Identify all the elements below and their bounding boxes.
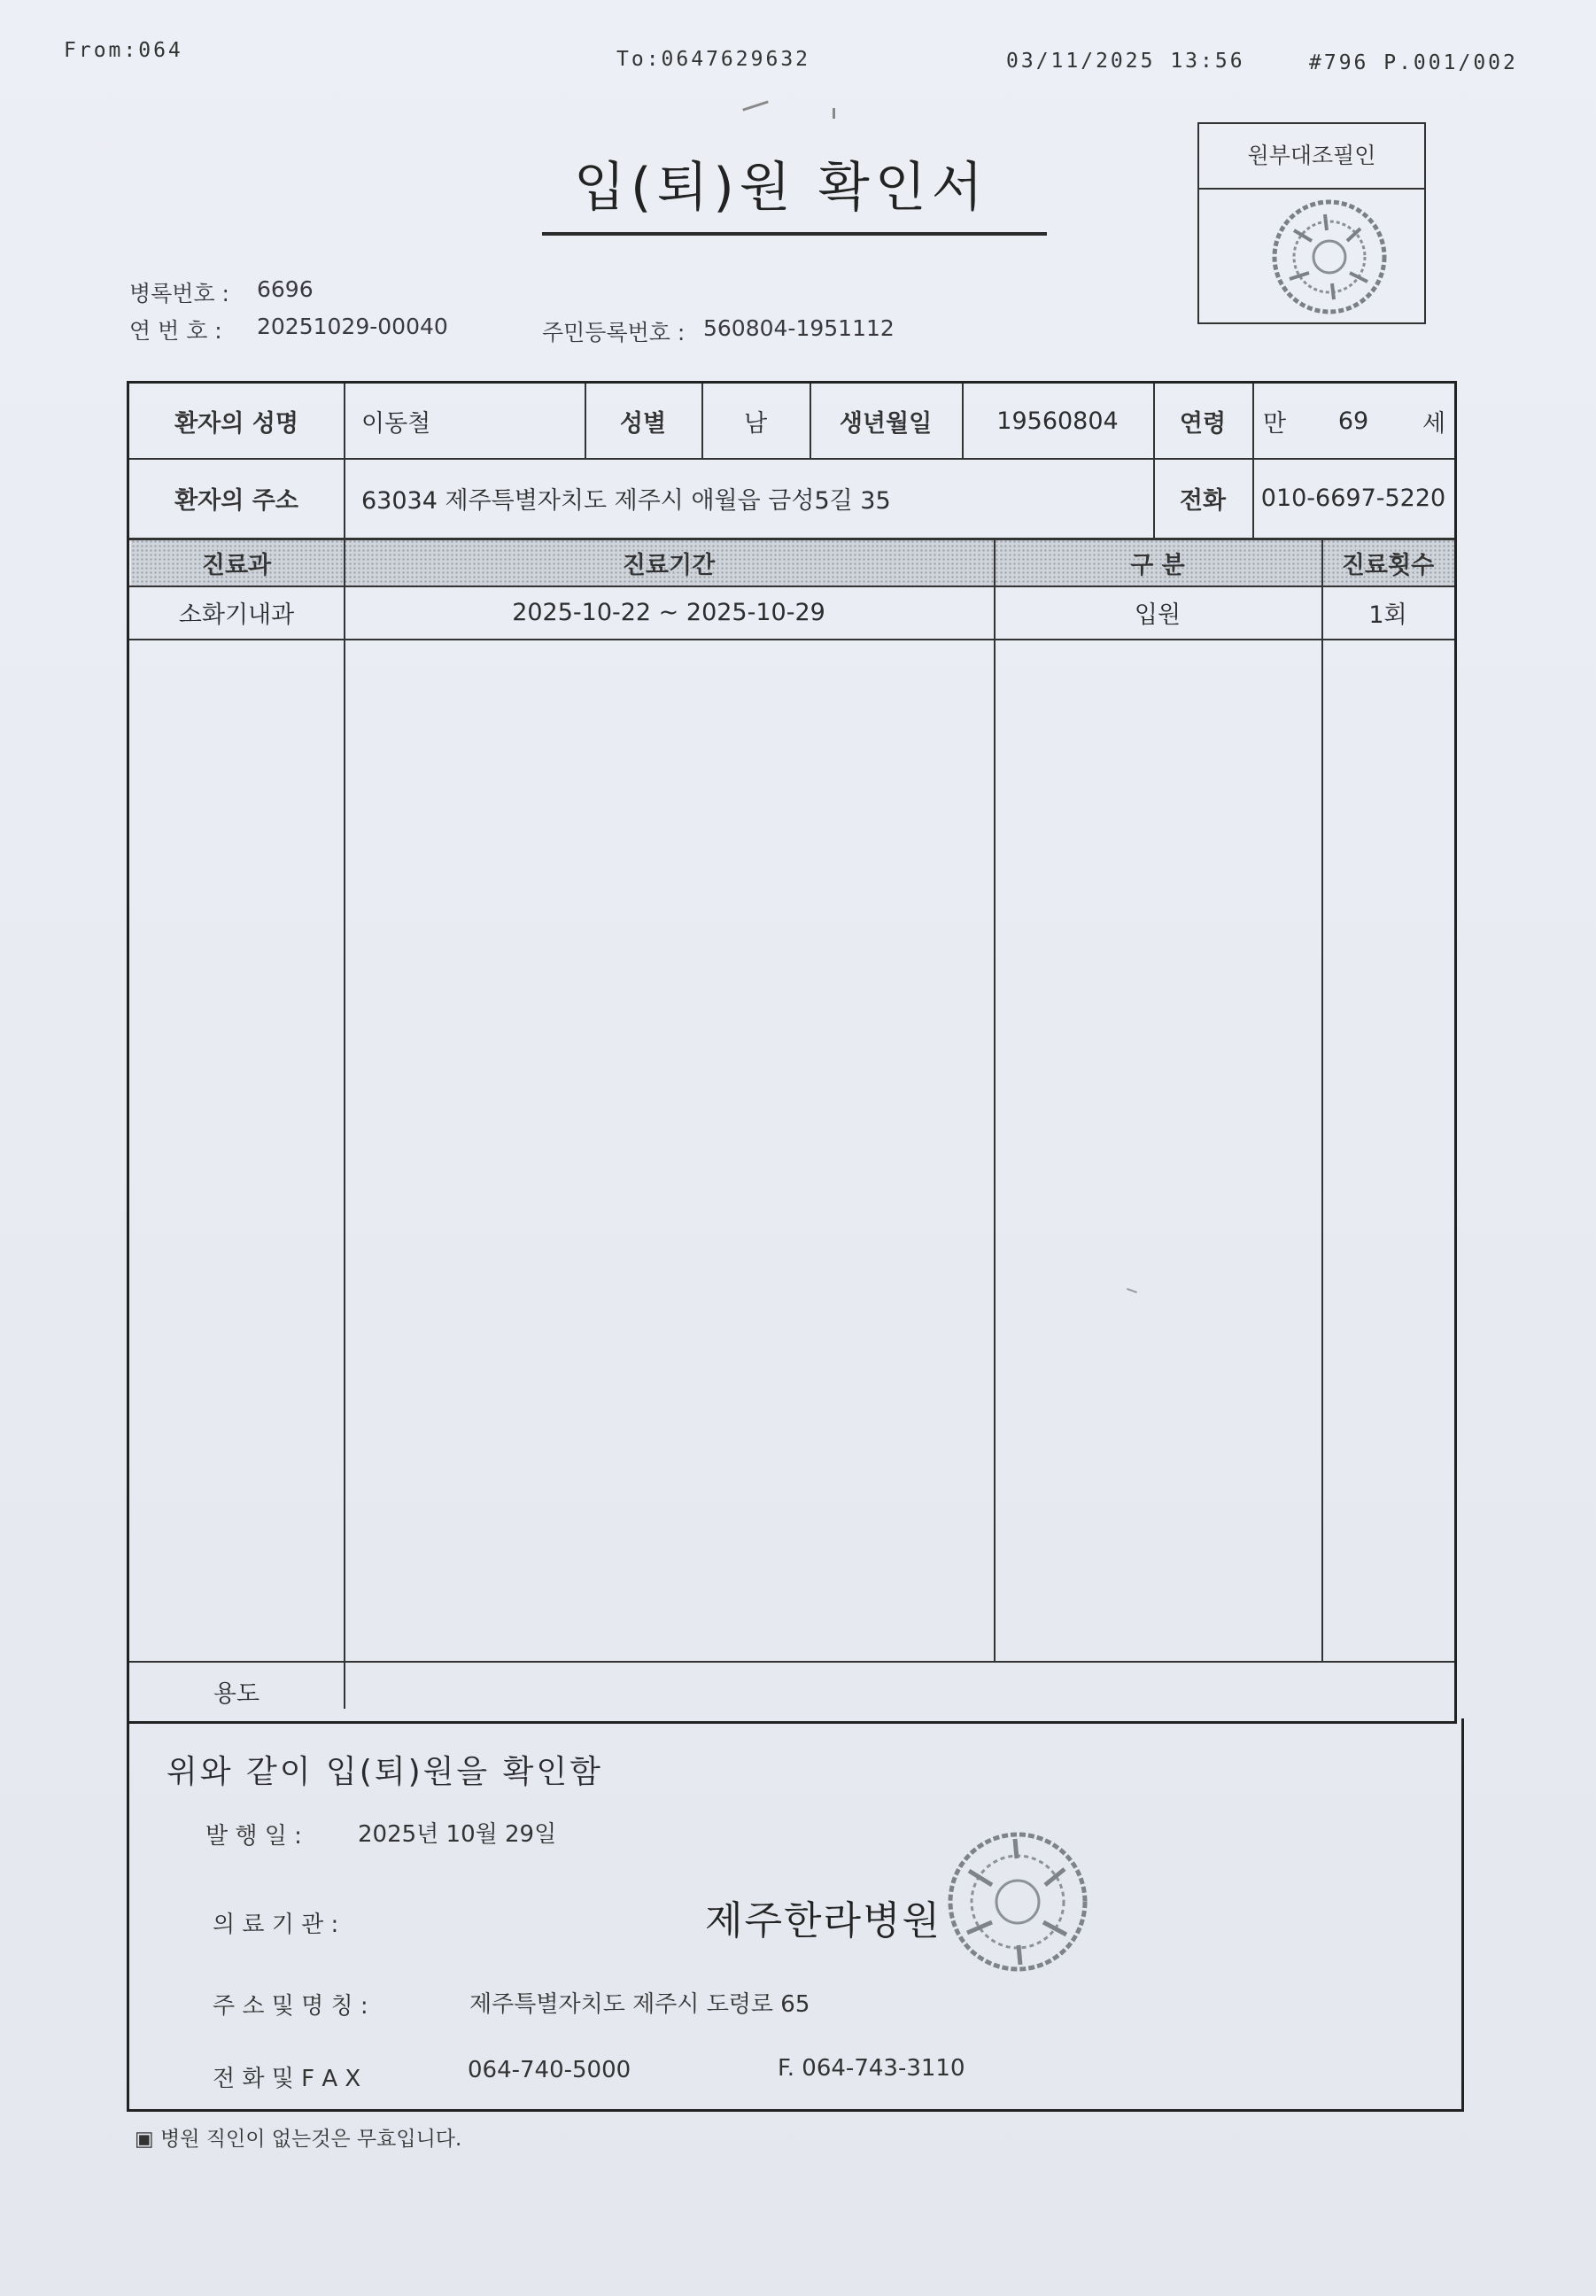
phone-label: 전화 bbox=[1179, 486, 1227, 515]
hospital-fax: F. 064-743-3110 bbox=[778, 2055, 965, 2082]
address-name-label: 주 소 및 명 칭 : bbox=[213, 1993, 368, 2020]
age-label: 연령 bbox=[1179, 409, 1227, 438]
scan-mark bbox=[742, 100, 768, 111]
header-department: 진료과 bbox=[201, 551, 272, 579]
approval-box bbox=[1197, 122, 1426, 324]
age-value: 69 bbox=[1337, 407, 1369, 435]
hospital-address: 제주특별자치도 제주시 도령로 65 bbox=[469, 1991, 810, 2018]
contact-label: 전 화 및 F A X bbox=[213, 2066, 361, 2092]
record-number-label: 병록번호 : bbox=[129, 281, 229, 306]
title-underline bbox=[542, 232, 1047, 236]
fax-to: To:0647629632 bbox=[616, 48, 811, 71]
birth-date-label: 생년월일 bbox=[839, 409, 933, 438]
fax-from: From:064 bbox=[64, 39, 183, 62]
record-number-value: 6696 bbox=[257, 276, 314, 302]
sex-label: 성별 bbox=[619, 409, 667, 438]
serial-number-value: 20251029-00040 bbox=[257, 314, 448, 339]
invalid-without-seal-note: ▣ 병원 직인이 없는것은 무효입니다. bbox=[135, 2128, 462, 2151]
birth-date-value: 19560804 bbox=[996, 407, 1119, 435]
address-label: 환자의 주소 bbox=[174, 486, 298, 515]
institution-name: 제주한라병원 bbox=[705, 1898, 942, 1943]
hospital-seal-icon bbox=[1263, 195, 1396, 319]
hospital-seal-icon bbox=[942, 1827, 1093, 1977]
certificate-table bbox=[127, 381, 1457, 1724]
row-count: 1회 bbox=[1368, 601, 1407, 629]
issue-date-label: 발 행 일 : bbox=[205, 1823, 302, 1850]
row-department: 소화기내과 bbox=[178, 601, 295, 629]
sex-value: 남 bbox=[743, 409, 768, 438]
hospital-phone: 064-740-5000 bbox=[468, 2057, 631, 2083]
institution-label: 의 료 기 관 : bbox=[213, 1912, 339, 1938]
row-period: 2025-10-22 ~ 2025-10-29 bbox=[512, 598, 825, 626]
confirmation-statement: 위와 같이 입(퇴)원을 확인함 bbox=[167, 1754, 603, 1790]
address-value: 63034 제주특별자치도 제주시 애월읍 금성5길 35 bbox=[361, 486, 891, 515]
scan-mark bbox=[833, 108, 835, 119]
age-suffix: 세 bbox=[1422, 409, 1446, 438]
issue-date-value: 2025년 10월 29일 bbox=[358, 1821, 557, 1848]
usage-label: 용도 bbox=[213, 1679, 260, 1708]
header-period: 진료기간 bbox=[622, 551, 716, 579]
usage-value bbox=[361, 1661, 1424, 1721]
patient-name-label: 환자의 성명 bbox=[174, 409, 298, 438]
resident-id-label: 주민등록번호 : bbox=[542, 320, 686, 345]
fax-datetime: 03/11/2025 13:56 bbox=[1006, 50, 1245, 73]
fax-page: #796 P.001/002 bbox=[1309, 51, 1518, 74]
patient-name-value: 이동철 bbox=[361, 409, 431, 438]
header-count: 진료횟수 bbox=[1341, 551, 1435, 579]
header-type: 구 분 bbox=[1130, 551, 1185, 579]
document-title: 입(퇴)원 확인서 bbox=[574, 157, 988, 219]
phone-value: 010-6697-5220 bbox=[1260, 484, 1446, 512]
age-prefix: 만 bbox=[1263, 409, 1287, 438]
resident-id-value: 560804-1951112 bbox=[703, 315, 895, 341]
approval-label: 원부대조필인 bbox=[1199, 124, 1424, 190]
row-type: 입원 bbox=[1134, 601, 1182, 629]
serial-number-label: 연 번 호 : bbox=[129, 318, 222, 344]
